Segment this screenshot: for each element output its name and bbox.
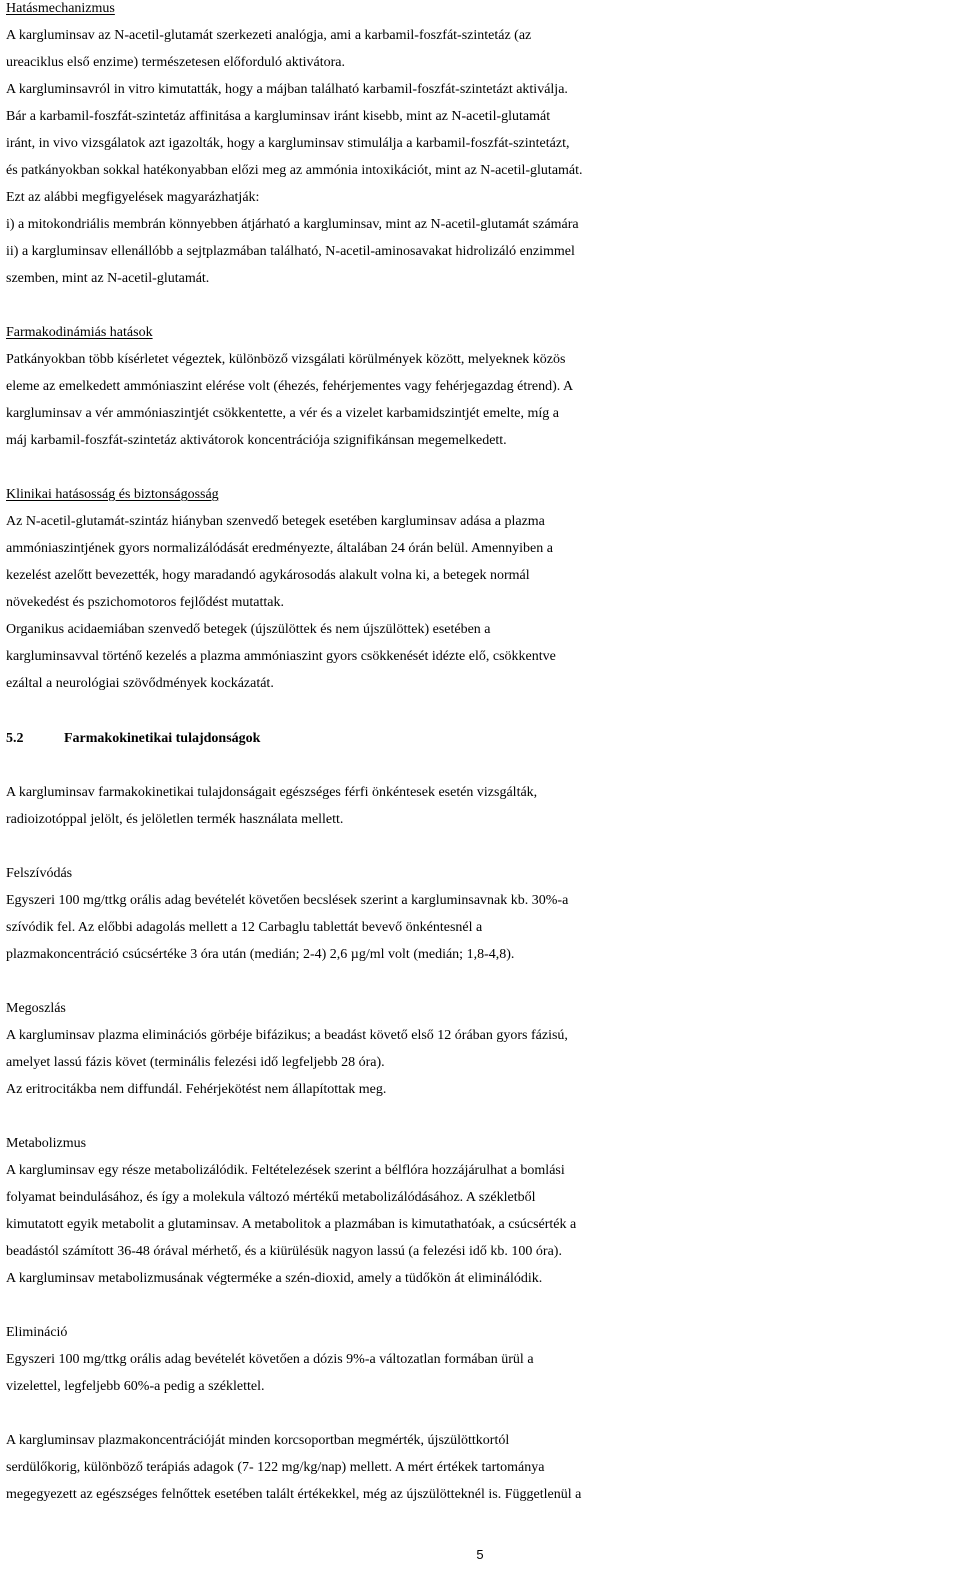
text-line: Az eritrocitákba nem diffundál. Fehérjekötést nem állapítottak meg. — [6, 1082, 387, 1097]
text-line: A kargluminsav az N-acetil-glutamát szerkezeti analógja, ami a karbamil-foszfát-szintetáz (az — [6, 28, 532, 43]
text-line: amelyet lassú fázis követ (terminális felezési idő legfeljebb 28 óra). — [6, 1055, 385, 1070]
document-page — [6, 0, 960, 1508]
text-line: Megoszlás — [6, 1001, 66, 1016]
text-line: Egyszeri 100 mg/ttkg orális adag bevételét követően becslések szerint a kargluminsavnak kb. 30%-a — [6, 893, 569, 908]
subheading: Farmakodinámiás hatások — [6, 325, 153, 340]
text-line: Organikus acidaemiában szenvedő betegek (újszülöttek és nem újszülöttek) esetében a — [6, 622, 491, 637]
text-line: ammóniaszintjének gyors normalizálódását eredményezte, általában 24 órán belül. Amennyiben a — [6, 541, 553, 556]
text-line: Metabolizmus — [6, 1136, 87, 1151]
paragraph-gap — [6, 752, 960, 779]
text-line: eleme az emelkedett ammóniaszint elérése volt (éhezés, fehérjementes vagy fehérjegazdag étrend). A — [6, 379, 574, 394]
paragraph-gap — [6, 1103, 960, 1130]
paragraph-gap — [6, 833, 960, 860]
text-line: kargluminsavval történő kezelés a plazma ammóniaszint gyors csökkenését idézte elő, csökkentve — [6, 649, 556, 664]
text-line: A kargluminsav plazmakoncentrációját minden korcsoportban megmérték, újszülöttkortól — [6, 1433, 510, 1448]
text-line: A kargluminsav egy része metabolizálódik. Feltételezések szerint a bélflóra hozzájárulhat a bomlási — [6, 1163, 565, 1178]
text-line: kezelést azelőtt bevezették, hogy maradandó agykárosodás alakult volna ki, a betegek normál — [6, 568, 530, 583]
subheading-line — [6, 319, 960, 346]
text-line: Patkányokban több kísérletet végeztek, különböző vizsgálati körülmények között, melyeknek közös — [6, 352, 566, 367]
section-heading — [6, 725, 960, 752]
page-number: 5 — [476, 1547, 484, 1562]
section-title: Farmakokinetikai tulajdonságok — [64, 731, 261, 746]
text-line: kargluminsav a vér ammóniaszintjét csökkentette, a vér és a vizelet karbamidszintjét emelte, míg a — [6, 406, 559, 421]
paragraph-gap — [6, 697, 960, 724]
paragraph-gap — [6, 968, 960, 995]
subheading-line — [6, 481, 960, 508]
text-line: radioizotóppal jelölt, és jelöletlen termék használata mellett. — [6, 812, 344, 827]
text-line: plazmakoncentráció csúcsértéke 3 óra után (medián; 2-4) 2,6 µg/ml volt (medián; 1,8-4,8). — [6, 947, 515, 962]
text-line: és patkányokban sokkal hatékonyabban előzi meg az ammónia intoxikációt, mint az N-acetil-glutamát. — [6, 163, 583, 178]
text-line: megegyezett az egészséges felnőttek esetében talált értékekkel, még az újszülötteknél is. Függetlenül a — [6, 1487, 582, 1502]
subheading: Klinikai hatásosság és biztonságosság — [6, 487, 219, 502]
text-line: serdülőkorig, különböző terápiás adagok (7- 122 mg/kg/nap) mellett. A mért értékek tartománya — [6, 1460, 545, 1475]
text-line: kimutatott egyik metabolit a glutaminsav. A metabolitok a plazmában is kimutathatóak, a csúcsérték a — [6, 1217, 577, 1232]
section-number: 5.2 — [6, 731, 24, 746]
subheading-line — [6, 0, 960, 22]
text-line: A kargluminsav metabolizmusának végterméke a szén-dioxid, amely a tüdőkön át eliminálódik. — [6, 1271, 543, 1286]
paragraph-gap — [6, 292, 960, 319]
paragraph-gap — [6, 1400, 960, 1427]
text-line: szemben, mint az N-acetil-glutamát. — [6, 271, 210, 286]
text-line: növekedést és pszichomotoros fejlődést mutattak. — [6, 595, 284, 610]
text-line: Felszívódás — [6, 866, 73, 881]
text-line: A kargluminsav farmakokinetikai tulajdonságait egészséges férfi önkéntesek esetén vizsgálták, — [6, 785, 538, 800]
text-line: Bár a karbamil-foszfát-szintetáz affinitása a kargluminsav iránt kisebb, mint az N-acetil-glutamát — [6, 109, 551, 124]
text-line: Elimináció — [6, 1325, 68, 1340]
text-line: Egyszeri 100 mg/ttkg orális adag bevételét követően a dózis 9%-a változatlan formában ürül a — [6, 1352, 534, 1367]
text-line: ii) a kargluminsav ellenállóbb a sejtplazmában található, N-acetil-aminosavakat hidrolizáló enzimmel — [6, 244, 575, 259]
text-line: A kargluminsav plazma eliminációs görbéje bifázikus; a beadást követő első 12 órában gyors fázisú, — [6, 1028, 568, 1043]
text-line: ureaciklus első enzime) természetesen előforduló aktivátora. — [6, 55, 345, 70]
text-line: szívódik fel. Az előbbi adagolás mellett a 12 Carbaglu tablettát bevevő önkéntesnél a — [6, 920, 483, 935]
paragraph-gap — [6, 454, 960, 481]
text-line: A kargluminsavról in vitro kimutatták, hogy a májban található karbamil-foszfát-szintetázt aktiválja. — [6, 82, 568, 97]
text-line: ezáltal a neurológiai szövődmények kockázatát. — [6, 676, 274, 691]
text-line: vizelettel, legfeljebb 60%-a pedig a széklettel. — [6, 1379, 265, 1394]
text-line: beadástól számított 36-48 órával mérhető, és a kiürülésük nagyon lassú (a felezési idő kb. 100 óra). — [6, 1244, 562, 1259]
text-line: iránt, in vivo vizsgálatok azt igazolták, hogy a kargluminsav stimulálja a karbamil-foszfát-szintetázt, — [6, 136, 570, 151]
text-line: i) a mitokondriális membrán könnyebben átjárható a kargluminsav, mint az N-acetil-glutamát számára — [6, 217, 579, 232]
paragraph-gap — [6, 1292, 960, 1319]
text-line: Az N-acetil-glutamát-szintáz hiányban szenvedő betegek esetében kargluminsav adása a plazma — [6, 514, 545, 529]
text-line: folyamat beindulásához, és így a molekula változó mértékű metabolizálódásához. A székletből — [6, 1190, 536, 1205]
text-line: Ezt az alábbi megfigyelések magyarázhatják: — [6, 190, 260, 205]
text-line: máj karbamil-foszfát-szintetáz aktivátorok koncentrációja szignifikánsan megemelkedett. — [6, 433, 507, 448]
subheading: Hatásmechanizmus — [6, 1, 115, 16]
